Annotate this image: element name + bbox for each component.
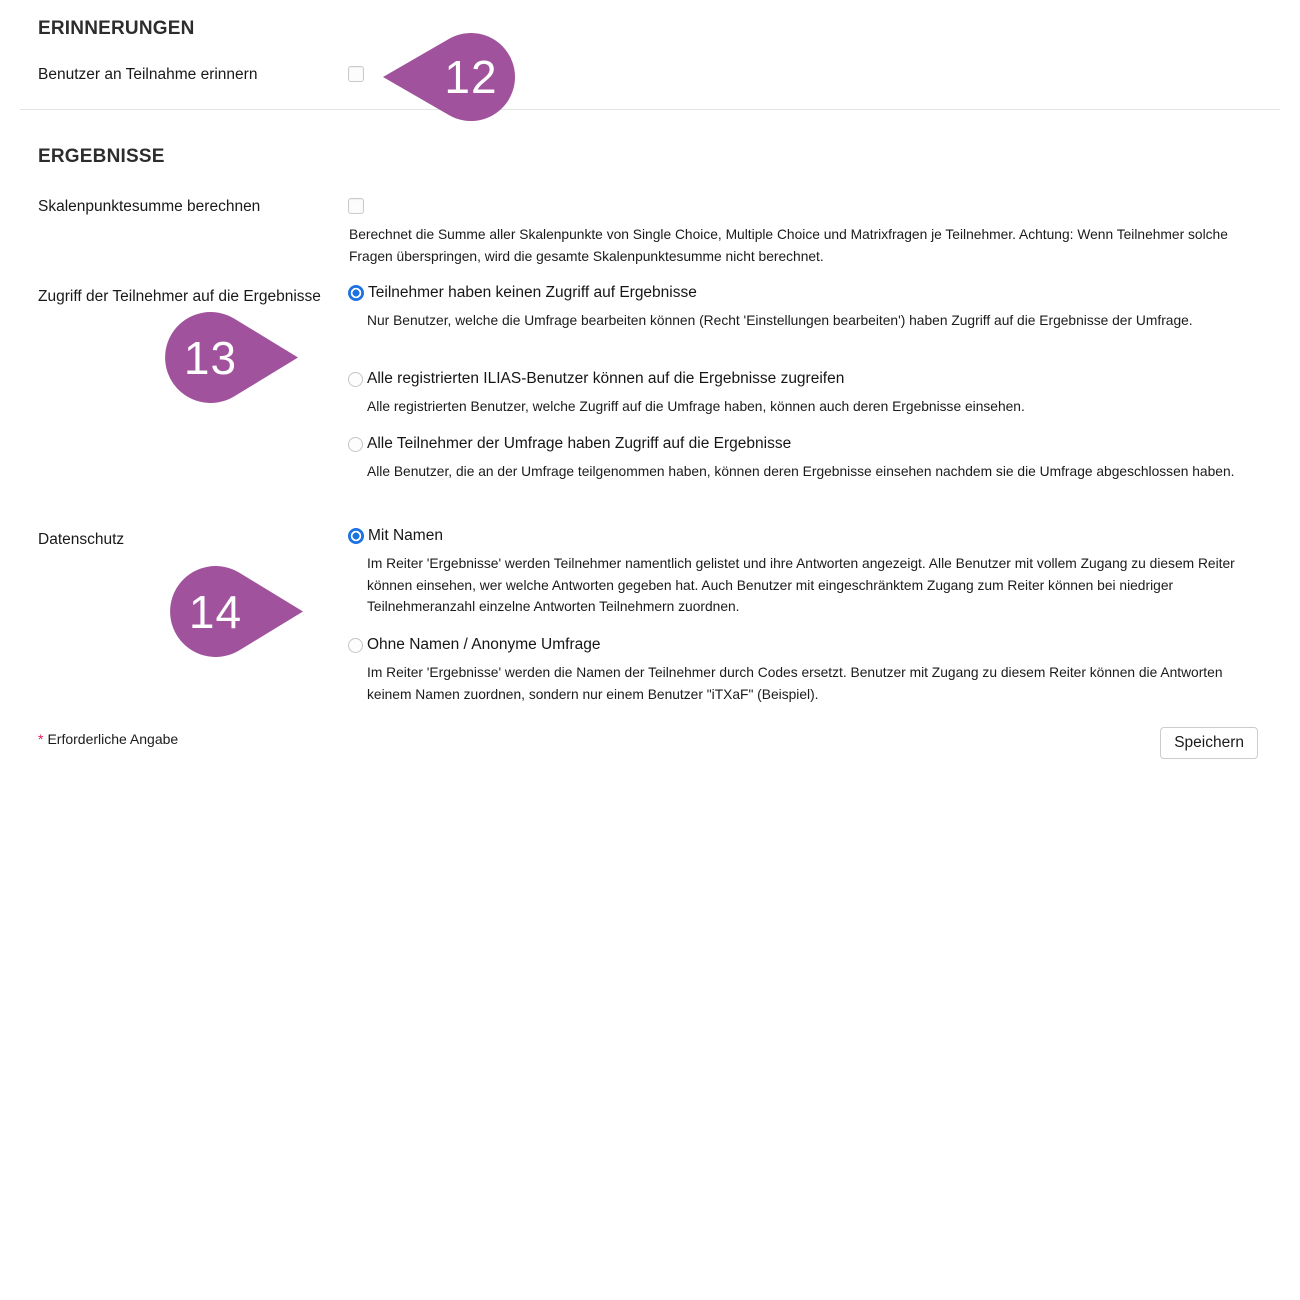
field-label-results-access: Zugriff der Teilnehmer auf die Ergebnisse (38, 288, 321, 305)
radio-privacy-anonymous-description: Im Reiter 'Ergebnisse' werden die Namen der Teilnehmer durch Codes ersetzt. Benutzer mit Zugang zu diesem Reiter können die Antworten keinem Namen zuordnen, sondern nur einem Benutzer "iTXaF" (Beispiel). (367, 665, 1223, 702)
radio-option-privacy-anonymous (348, 636, 1262, 705)
radio-option-access-participants (348, 435, 1262, 483)
radio-option-access-none (348, 284, 1262, 332)
radio-privacy-anonymous[interactable] (348, 638, 363, 653)
radio-access-participants-description: Alle Benutzer, die an der Umfrage teilgenommen haben, können deren Ergebnisse einsehen nachdem sie die Umfrage abgeschlossen haben. (367, 464, 1235, 479)
section-divider (20, 109, 1280, 110)
scale-sum-checkbox[interactable] (348, 198, 364, 214)
required-asterisk: * (38, 731, 44, 747)
required-field-note (38, 731, 178, 747)
annotation-number: 12 (444, 51, 498, 103)
radio-option-privacy-named (348, 527, 1262, 618)
annotation-balloon-12 (383, 33, 515, 121)
annotation-balloon-13 (165, 312, 298, 403)
remind-users-checkbox[interactable] (348, 66, 364, 82)
radio-access-registered[interactable] (348, 372, 363, 387)
section-heading-results: ERGEBNISSE (38, 146, 165, 167)
radio-access-participants[interactable] (348, 437, 363, 452)
radio-access-participants-label[interactable]: Alle Teilnehmer der Umfrage haben Zugriff auf die Ergebnisse (367, 435, 792, 452)
radio-option-access-registered (348, 370, 1262, 418)
annotation-number: 14 (188, 585, 243, 638)
radio-access-registered-description: Alle registrierten Benutzer, welche Zugriff auf die Umfrage haben, können auch deren Ergebnisse einsehen. (367, 399, 1025, 414)
radio-access-registered-label[interactable]: Alle registrierten ILIAS-Benutzer können auf die Ergebnisse zugreifen (367, 370, 845, 387)
save-button[interactable]: Speichern (1160, 727, 1258, 759)
radio-privacy-named[interactable] (348, 528, 364, 544)
radio-access-none-label[interactable]: Teilnehmer haben keinen Zugriff auf Ergebnisse (368, 284, 697, 301)
radio-access-none-description: Nur Benutzer, welche die Umfrage bearbeiten können (Recht 'Einstellungen bearbeiten') haben Zugriff auf die Ergebnisse der Umfrage. (367, 313, 1193, 328)
annotation-balloon-14 (170, 566, 303, 657)
radio-privacy-named-label[interactable]: Mit Namen (368, 527, 443, 544)
radio-access-none[interactable] (348, 285, 364, 301)
scale-sum-description: Berechnet die Summe aller Skalenpunkte von Single Choice, Multiple Choice und Matrixfragen je Teilnehmer. Achtung: Wenn Teilnehmer solche Fragen überspringen, wird die gesamte Skalenpunktesumme nicht berechnet. (349, 227, 1228, 264)
required-note-text: Erforderliche Angabe (47, 731, 179, 747)
annotation-number: 13 (183, 331, 238, 384)
section-heading-reminders: ERINNERUNGEN (38, 18, 195, 39)
radio-privacy-anonymous-label[interactable]: Ohne Namen / Anonyme Umfrage (367, 636, 601, 653)
field-label-scale-sum: Skalenpunktesumme berechnen (38, 198, 261, 215)
field-label-remind-users: Benutzer an Teilnahme erinnern (38, 66, 258, 83)
field-label-privacy: Datenschutz (38, 531, 125, 548)
radio-privacy-named-description: Im Reiter 'Ergebnisse' werden Teilnehmer namentlich gelistet und ihre Antworten angezeigt. Alle Benutzer mit vollem Zugang zu diesem Reiter können einsehen, wer welche Antworten gegeben hat. Auch Benutzer mit eingeschränktem Zugang zum Reiter können bei niedriger Teilnehmeranzahl einzelne Antworten Teilnehmern zuordnen. (367, 556, 1235, 614)
